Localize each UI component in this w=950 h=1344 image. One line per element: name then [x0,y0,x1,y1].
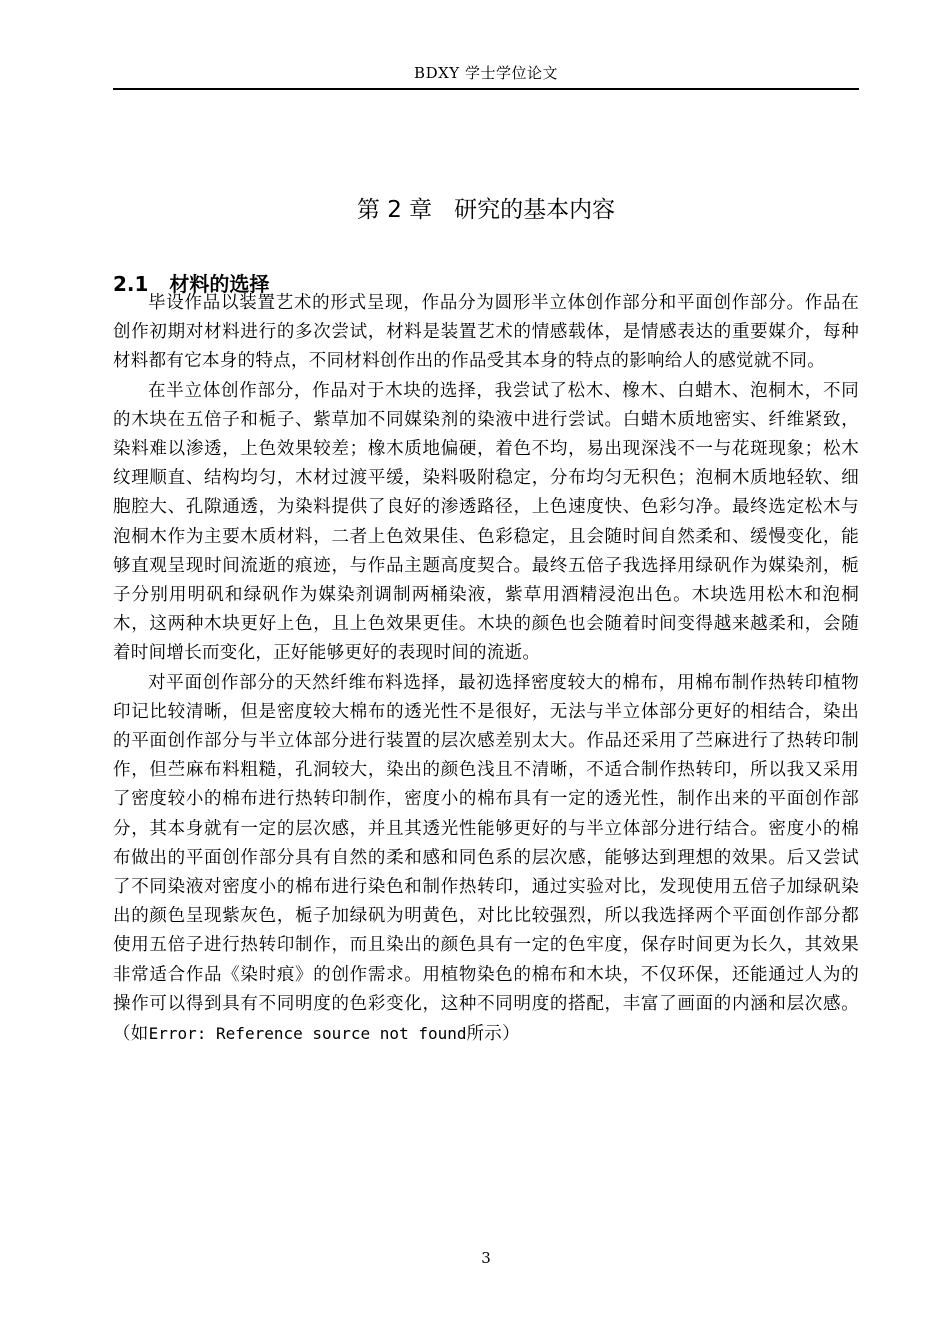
running-header: BDXY 学士学位论文 [414,64,558,82]
paragraph-wood-selection: 在半立体创作部分，作品对于木块的选择，我尝试了松木、橡木、白蜡木、泡桐木，不同的木块在五倍子和栀子、紫草加不同媒染剂的染液中进行尝试。白蜡木质地密实、纤维紧致，染料难以渗透，上色效果较差；橡木质地偏硬，着色不均，易出现深浅不一与花斑现象；松木纹理顺直、结构均匀，木材过渡平缓，染料吸附稳定，分布均匀无积色；泡桐木质地轻软、细胞腔大、孔隙通透，为染料提供了良好的渗透路径，上色速度快、色彩匀净。最终选定松木与泡桐木作为主要木质材料，二者上色效果佳、色彩稳定，且会随时间自然柔和、缓慢变化，能够直观呈现时间流逝的痕迹，与作品主题高度契合。最终五倍子我选择用绿矾作为媒染剂，栀子分别用明矾和绿矾作为媒染剂调制两桶染液，紫草用酒精浸泡出色。木块选用松木和泡桐木，这两种木块更好上色，且上色效果更佳。木块的颜色也会随着时间变得越来越柔和，会随着时间增长而变化，正好能够更好的表现时间的流逝。 [113,380,859,664]
reference-suffix-text: 所示） [466,1024,520,1045]
page-number: 3 [481,1249,491,1267]
section-title: 2.1 材料的选择 [113,271,270,296]
body-text [113,289,859,1049]
chapter-title: 第 2 章 研究的基本内容 [356,197,616,224]
header-rule [113,88,859,90]
paragraph-fabric-selection [113,669,859,1050]
reference-error-text: Error: Reference source not found [148,1024,467,1044]
paragraph-materials-intro: 毕设作品以装置艺术的形式呈现，作品分为圆形半立体创作部分和平面创作部分。作品在创作初期对材料进行的多次尝试，材料是装置艺术的情感载体，是情感表达的重要媒介，每种材料都有它本身的特点，不同材料创作出的作品受其本身的特点的影响给人的感觉就不同。 [113,293,859,372]
paragraph-fabric-text: 对平面创作部分的天然纤维布料选择，最初选择密度较大的棉布，用棉布制作热转印植物印记比较清晰，但是密度较大棉布的透光性不是很好，无法与半立体部分更好的相结合，染出的平面创作部分与半立体部分进行装置的层次感差别太大。作品还采用了苎麻进行了热转印制作，但苎麻布料粗糙，孔洞较大，染出的颜色浅且不清晰，不适合制作热转印，所以我又采用了密度较小的棉布进行热转印制作，密度小的棉布具有一定的透光性，制作出来的平面创作部分，其本身就有一定的层次感，并且其透光性能够更好的与半立体部分进行结合。密度小的棉布做出的平面创作部分具有自然的柔和感和同色系的层次感，能够达到理想的效果。后又尝试了不同染液对密度小的棉布进行染色和制作热转印，通过实验对比，发现使用五倍子加绿矾染出的颜色呈现紫灰色，栀子加绿矾为明黄色，对比比较强烈，所以我选择两个平面创作部分都使用五倍子进行热转印制作，而且染出的颜色具有一定的色牢度，保存时间更为长久，其效果非常适合作品《染时痕》的创作需求。用植物染色的棉布和木块，不仅环保，还能通过人为的操作可以得到具有不同明度的色彩变化，这种不同明度的搭配，丰富了画面的内涵和层次感。（如 [113,672,859,1045]
